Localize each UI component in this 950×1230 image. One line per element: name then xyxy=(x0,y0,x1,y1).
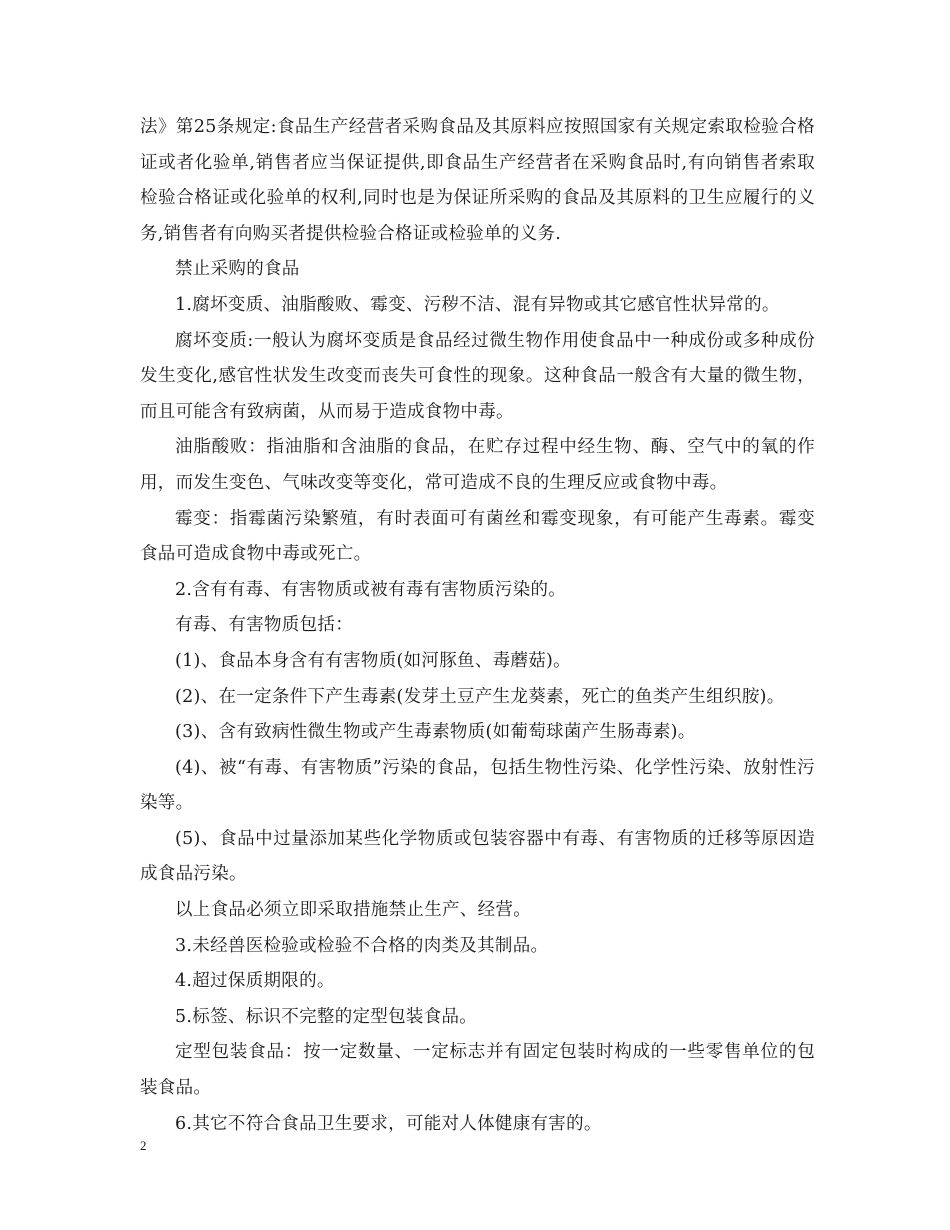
paragraph-mold-definition: 霉变：指霉菌污染繁殖，有时表面可有菌丝和霉变现象，有可能产生毒素。霉变食品可造成食物中毒或死亡。 xyxy=(140,508,815,565)
paragraph-law-article: 法》第25条规定:食品生产经营者采购食品及其原料应按照国家有关规定索取检验合格证或者化验单,销售者应当保证提供,即食品生产经营者在采购食品时,有向销售者索取检验合格证或化验单的权利,同时也是为保证所采购的食品及其原料的卫生应履行的义务,销售者有向购买者提供检验合格证或检验单的义务. xyxy=(140,117,815,244)
paragraph-toxic-substances-intro: 有毒、有害物质包括： xyxy=(175,615,353,636)
paragraph-subitem-1: (1)、食品本身含有有害物质(如河豚鱼、毒蘑菇)。 xyxy=(175,650,571,671)
paragraph-item-5: 5.标签、标识不完整的定型包装食品。 xyxy=(175,1006,478,1027)
paragraph-rancidity-definition: 油脂酸败：指油脂和含油脂的食品，在贮存过程中经生物、酶、空气中的氧的作用，而发生变色、气味改变等变化，常可造成不良的生理反应或食物中毒。 xyxy=(140,437,815,493)
paragraph-item-3: 3.未经兽医检验或检验不合格的肉类及其制品。 xyxy=(175,935,549,956)
paragraph-item-6: 6.其它不符合食品卫生要求，可能对人体健康有害的。 xyxy=(175,1113,602,1134)
paragraph-packaged-food-definition: 定型包装食品：按一定数量、一定标志并有固定包装时构成的一些零售单位的包装食品。 xyxy=(140,1042,815,1099)
paragraph-item-4: 4.超过保质期限的。 xyxy=(175,971,335,992)
paragraph-subitem-5: (5)、食品中过量添加某些化学物质或包装容器中有毒、有害物质的迁移等原因造成食品污染。 xyxy=(140,828,815,885)
paragraph-item-1: 1.腐坏变质、油脂酸败、霉变、污秽不洁、混有异物或其它感官性状异常的。 xyxy=(175,294,780,315)
paragraph-prohibition-note: 以上食品必须立即采取措施禁止生产、经营。 xyxy=(175,900,531,921)
paragraph-spoilage-definition: 腐坏变质:一般认为腐坏变质是食品经过微生物作用使食品中一种成份或多种成份发生变化,感官性状发生改变而丧失可食性的现象。这种食品一般含有大量的微生物，而且可能含有致病菌，从而易于造成食物中毒。 xyxy=(140,330,815,422)
paragraph-subitem-2: (2)、在一定条件下产生毒素(发芽土豆产生龙葵素，死亡的鱼类产生组织胺)。 xyxy=(175,686,785,707)
paragraph-subitem-3: (3)、含有致病性微生物或产生毒素物质(如葡萄球菌产生肠毒素)。 xyxy=(175,722,696,743)
paragraph-heading-prohibited-foods: 禁止采购的食品 xyxy=(175,259,300,280)
paragraph-subitem-4: (4)、被“有毒、有害物质”污染的食品，包括生物性污染、化学性污染、放射性污染等。 xyxy=(140,757,815,814)
page-number: 2 xyxy=(140,1138,147,1153)
page-body xyxy=(140,110,815,1142)
paragraph-item-2: 2.含有有毒、有害物质或被有毒有害物质污染的。 xyxy=(175,579,567,600)
